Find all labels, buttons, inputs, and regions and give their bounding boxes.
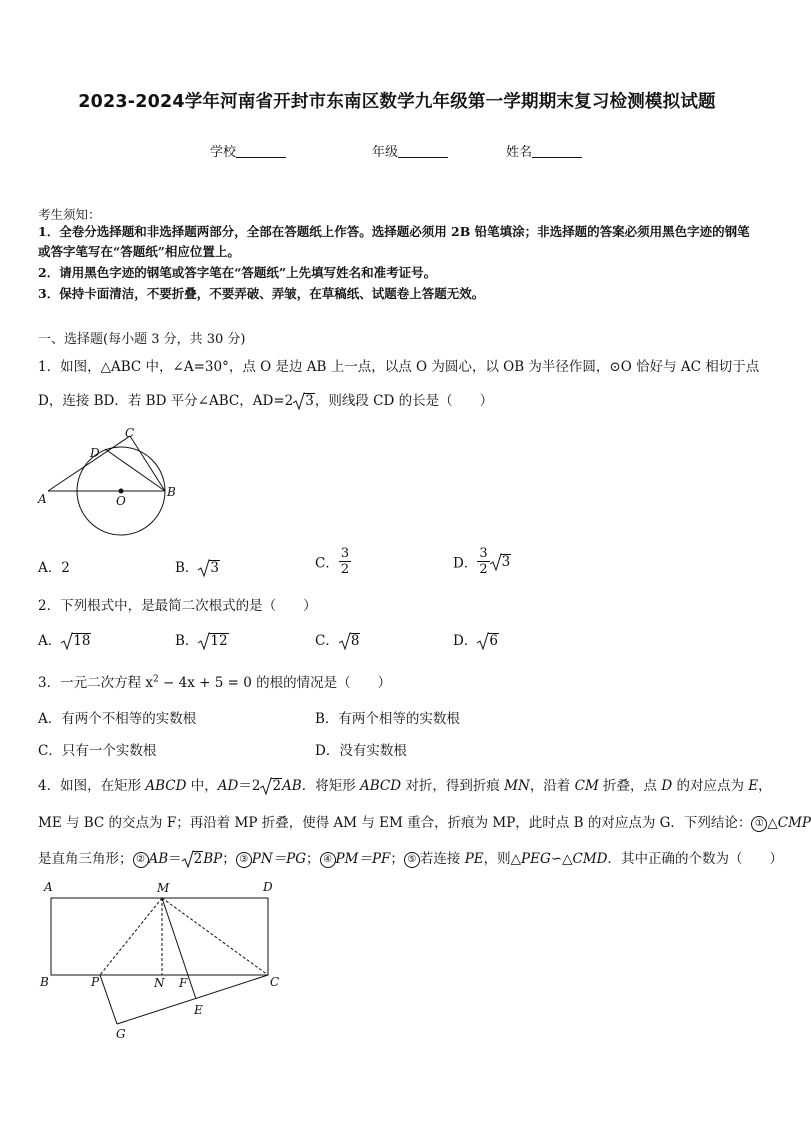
- page-title: 2023-2024学年河南省开封市东南区数学九年级第一学期期末复习检测模拟试题: [78, 92, 716, 112]
- sqrt-symbol: 3: [293, 393, 315, 409]
- label-c: C: [270, 975, 280, 989]
- q4-figure: [36, 876, 296, 1044]
- q2-option-a[interactable]: A． 18: [38, 633, 91, 649]
- label-a: A: [38, 492, 47, 506]
- segment-mp: [100, 898, 162, 975]
- q3-option-d[interactable]: D．没有实数根: [315, 743, 407, 759]
- label-f: F: [179, 976, 188, 990]
- segment-ac: [48, 436, 130, 491]
- q1-option-a[interactable]: A．2: [38, 560, 70, 576]
- center-point: [119, 489, 124, 494]
- rectangle-abcd: [51, 898, 268, 975]
- segment-mc: [162, 898, 268, 975]
- q1-option-d[interactable]: D． $\frac{3}{2}$ 3: [453, 546, 511, 577]
- label-b: B: [167, 485, 176, 499]
- grade-blank[interactable]: [398, 145, 448, 158]
- segment-cb: [130, 436, 165, 491]
- q1-line2: [38, 389, 493, 409]
- notice-item-3: 3．保持卡面清洁，不要折叠，不要弄破、弄皱，在草稿纸、试题卷上答题无效。: [38, 286, 485, 301]
- q4-line1: 4．如图，在矩形 ABCD 中，AD＝2 2AB．将矩形 ABCD 对折，得到折痕 MN，沿着 CM 折叠，点 D 的对应点为 E，: [38, 778, 772, 794]
- label-d: D: [90, 446, 100, 460]
- q3-option-a[interactable]: A．有两个不相等的实数根: [38, 711, 197, 727]
- notice-heading: 考生须知：: [38, 207, 101, 222]
- q3-option-b[interactable]: B．有两个相等的实数根: [315, 711, 460, 727]
- label-p: P: [91, 975, 100, 989]
- q2-stem: 2．下列根式中，是最简二次根式的是（ ）: [38, 598, 317, 614]
- notice-item-2: 2．请用黑色字迹的钢笔或答字笔在“答题纸”上先填写姓名和准考证号。: [38, 265, 437, 280]
- label-a: A: [44, 880, 53, 894]
- q2-option-c[interactable]: C． 8: [315, 633, 360, 649]
- q2-option-d[interactable]: D． 6: [453, 633, 498, 649]
- label-e: E: [194, 1003, 203, 1017]
- q3-option-c[interactable]: C．只有一个实数根: [38, 743, 157, 759]
- name-blank[interactable]: [532, 145, 582, 158]
- name-field[interactable]: [506, 141, 582, 160]
- label-n: N: [154, 976, 165, 990]
- segment-pg: [100, 975, 117, 1024]
- q1-line1: 1．如图，△ABC 中，∠A=30°，点 O 是边 AB 上一点，以点 O 为圆心，以 OB 为半径作圆，⊙O 恰好与 AC 相切于点: [38, 359, 760, 375]
- label-m: M: [157, 881, 170, 895]
- section-heading: 一、选择题(每小题 3 分，共 30 分): [38, 332, 246, 347]
- name-label: 姓名: [506, 145, 533, 160]
- q1-text-b: ，则线段 CD 的长是（ ）: [314, 393, 494, 409]
- school-field[interactable]: [210, 141, 286, 160]
- label-o: O: [116, 494, 126, 508]
- label-b: B: [40, 975, 49, 989]
- label-c: C: [125, 426, 135, 440]
- school-blank[interactable]: [236, 145, 286, 158]
- q1-figure: [30, 422, 190, 540]
- school-label: 学校: [210, 145, 237, 160]
- q2-option-b[interactable]: B． 12: [175, 633, 228, 649]
- q1-option-b[interactable]: B． 3: [175, 560, 220, 576]
- label-d: D: [263, 880, 273, 894]
- grade-label: 年级: [372, 145, 399, 160]
- label-g: G: [116, 1027, 126, 1041]
- segment-db: [105, 449, 165, 491]
- q4-line3: 是直角三角形； ② AB＝ 2BP； ③ PN＝PG； ④ PM＝PF； ⑤ 若连接 PE，则△PEG∽△CMD．其中正确的个数为（ ）: [38, 851, 783, 867]
- q1-text-a: D，连接 BD．若 BD 平分∠ABC，AD=2: [38, 393, 294, 409]
- grade-field[interactable]: [372, 141, 448, 160]
- notice-item-1: 1．全卷分选择题和非选择题两部分，全部在答题纸上作答。选择题必须用 2B 铅笔填涂；非选择题的答案必须用黑色字迹的钢笔或答字笔写在“答题纸”相应位置上。: [38, 224, 750, 259]
- q1-option-c[interactable]: C． $\frac{3}{2}$: [315, 546, 350, 577]
- q4-line2: ME 与 BC 的交点为 F；再沿着 MP 折叠，使得 AM 与 EM 重合，折痕为 MP，此时点 B 的对应点为 G．下列结论： ① △CMP: [38, 815, 811, 831]
- q3-stem: 3．一元二次方程 $x^2 - 4x + 5 = 0$ 的根的情况是（ ）: [38, 674, 392, 691]
- segment-gc: [117, 975, 268, 1024]
